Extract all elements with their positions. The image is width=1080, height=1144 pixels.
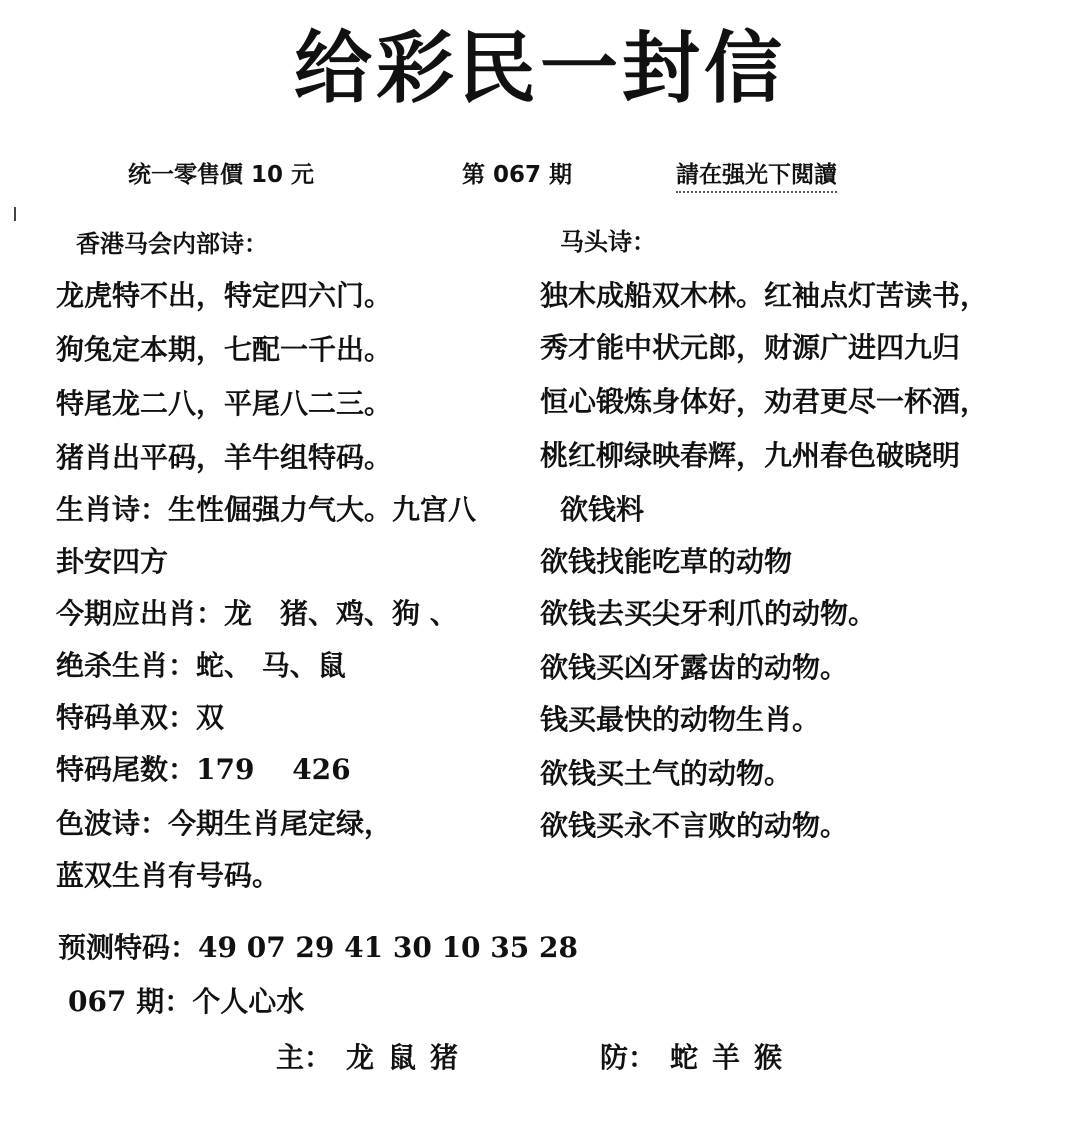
main-pick-item: 鼠 [388, 1041, 417, 1074]
right-column-line: 桃红柳绿映春辉，九州春色破晓明 [540, 439, 961, 472]
guard-pick-item: 猴 [754, 1041, 783, 1074]
page-title: 给彩民一封信 [293, 24, 786, 114]
guard-pick-item: 羊 [712, 1041, 741, 1074]
right-column-line: 欲钱买永不言败的动物。 [540, 809, 849, 842]
right-column-line: 独木成船双木林。红袖点灯苦读书， [540, 279, 989, 312]
left-column-line: 特码尾数：179 426 [56, 753, 351, 786]
price-label: 统一零售價 10 元 [128, 162, 315, 188]
left-column-line: 色波诗：今期生肖尾定绿， [56, 807, 393, 840]
prediction-line: 预测特码：49 07 29 41 30 10 35 28 [58, 931, 578, 964]
main-pick-item: 猪 [430, 1041, 459, 1074]
left-column-line: 猪肖出平码，羊牛组特码。 [56, 441, 393, 474]
right-column-line: 欲钱买凶牙露齿的动物。 [540, 651, 849, 684]
issue-label: 第 067 期 [462, 162, 573, 188]
right-column-line: 恒心锻炼身体好，劝君更尽一杯酒， [540, 385, 989, 418]
read-hint: 請在强光下閲讀 [676, 160, 837, 193]
guard-pick-label: 防： [600, 1041, 657, 1074]
right-column-line: 欲钱买土气的动物。 [540, 757, 793, 790]
left-column-line: 龙虎特不出，特定四六门。 [56, 279, 393, 312]
left-column-line: 卦安四方 [56, 545, 169, 578]
scan-mark [14, 207, 16, 221]
left-column-line: 特码单双：双 [56, 701, 225, 734]
main-pick [276, 1040, 458, 1076]
right-column-line: 欲钱料 [560, 493, 645, 526]
left-column-line: 狗兔定本期，七配一千出。 [56, 333, 393, 366]
left-column-line: 绝杀生肖：蛇、 马、鼠 [56, 649, 346, 682]
left-column-heading: 香港马会内部诗： [76, 229, 268, 258]
right-column-line: 欲钱去买尖牙利爪的动物。 [540, 597, 877, 630]
right-column-line: 欲钱找能吃草的动物 [540, 545, 793, 578]
right-column-heading: 马头诗： [560, 227, 656, 256]
main-pick-item: 龙 [346, 1041, 375, 1074]
right-column-line: 钱买最快的动物生肖。 [540, 703, 821, 736]
left-column-line: 特尾龙二八，平尾八二三。 [56, 387, 393, 420]
left-column-line: 蓝双生肖有号码。 [56, 859, 281, 892]
left-column-line: 今期应出肖：龙 猪、鸡、狗 、 [56, 597, 458, 630]
left-column-line: 生肖诗：生性倔强力气大。九宫八 [56, 493, 477, 526]
right-column-line: 秀才能中状元郎，财源广进四九归 [540, 331, 961, 364]
guard-pick-item: 蛇 [670, 1041, 699, 1074]
guard-pick [600, 1040, 782, 1076]
issue-note: 067 期：个人心水 [68, 985, 305, 1018]
main-pick-label: 主： [276, 1041, 333, 1074]
